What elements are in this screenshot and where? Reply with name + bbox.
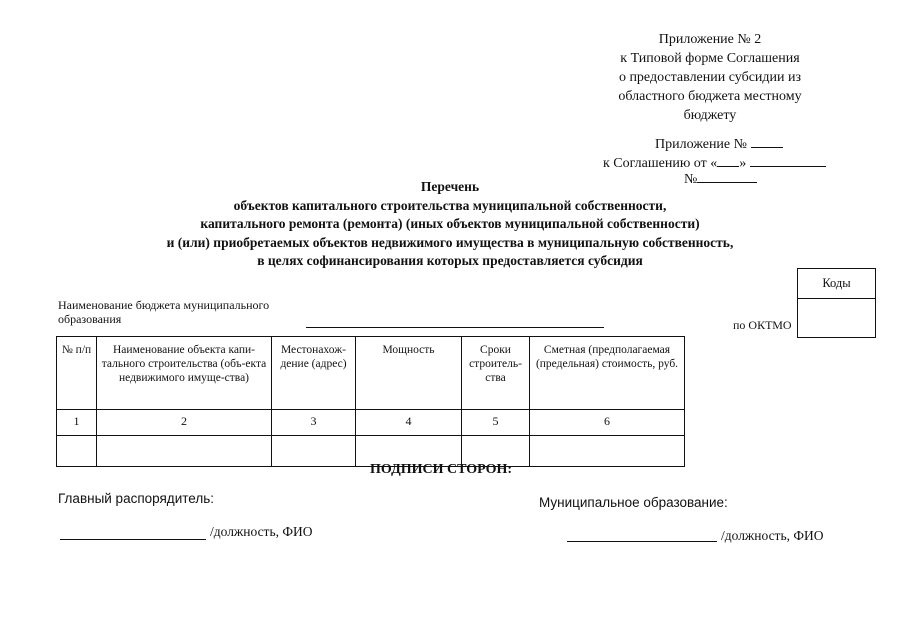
title-line-5: в целях софинансирования которых предоставляется субсидия	[257, 253, 643, 268]
header-location: Местонахож-дение (адрес)	[272, 337, 356, 410]
appendix-header	[560, 30, 860, 125]
table-cell	[272, 436, 356, 467]
blank-line	[717, 152, 739, 167]
header-object-name: Наименование объекта капи-тального строительства (объ-екта недвижимого имуще-ства)	[97, 337, 272, 410]
appendix-line-3: о предоставлении субсидии из	[618, 70, 802, 85]
blank-line	[750, 152, 826, 167]
appendix-line-5: бюджету	[683, 108, 737, 123]
appendix-line-4: областного бюджета местному	[618, 89, 802, 104]
document-title	[60, 178, 840, 271]
blank-line	[751, 133, 783, 148]
left-position-label: /должность, ФИО	[210, 524, 313, 539]
objects-table	[56, 336, 685, 467]
left-party-label: Главный распорядитель:	[58, 491, 214, 506]
table-cell: 2	[97, 410, 272, 436]
right-party-label: Муниципальное образование:	[539, 495, 728, 510]
appendix-line-2: к Типовой форме Соглашения	[620, 51, 800, 66]
table-cell	[97, 436, 272, 467]
left-signature-line	[60, 539, 206, 540]
table-cell: 1	[57, 410, 97, 436]
header-estimated-cost: Сметная (предполагаемая (предельная) стоимость, руб.	[530, 337, 685, 410]
oktmo-label: по ОКТМО	[733, 318, 792, 332]
budget-name-label: Наименование бюджета муниципального образования	[58, 298, 270, 326]
table-number-row	[57, 410, 685, 436]
header-capacity: Мощность	[356, 337, 462, 410]
table-cell: 5	[462, 410, 530, 436]
agreement-appendix-number: Приложение №	[655, 133, 783, 153]
table-header-row	[57, 337, 685, 410]
budget-name-line	[306, 327, 604, 328]
right-signature-line	[567, 541, 717, 542]
codes-box	[797, 268, 876, 338]
agreement-number: №	[684, 168, 757, 188]
signatures-title: ПОДПИСИ СТОРОН:	[370, 462, 513, 477]
title-line-4: и (или) приобретаемых объектов недвижимого имущества в муниципальную собственность,	[166, 234, 734, 250]
agreement-date: к Соглашению от « »	[603, 152, 826, 172]
table-cell	[57, 436, 97, 467]
table-cell: 6	[530, 410, 685, 436]
table-cell: 4	[356, 410, 462, 436]
header-construction-terms: Сроки строитель-ства	[462, 337, 530, 410]
title-line-2: объектов капитального строительства муниципальной собственности,	[233, 197, 667, 213]
appendix-line-1: Приложение № 2	[658, 32, 762, 47]
header-number: № п/п	[57, 337, 97, 410]
right-position-label: /должность, ФИО	[721, 528, 824, 543]
title-line-3: капитального ремонта (ремонта) (иных объектов муниципальной собственности)	[200, 216, 700, 231]
table-cell: 3	[272, 410, 356, 436]
title-line-1: Перечень	[420, 179, 480, 194]
codes-header: Коды	[798, 269, 875, 299]
table-cell	[530, 436, 685, 467]
